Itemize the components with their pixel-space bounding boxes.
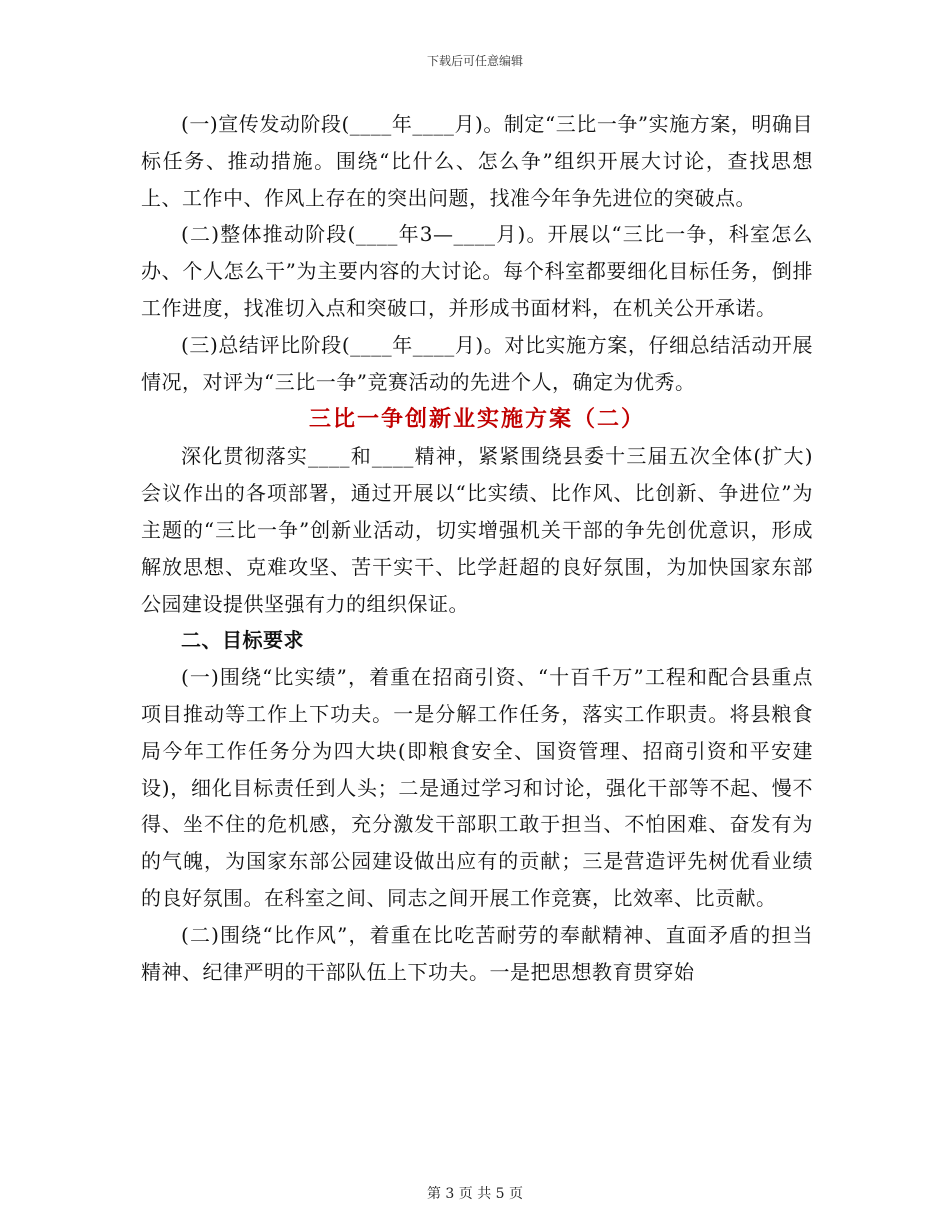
section-heading-goals: 二、目标要求 <box>181 628 304 653</box>
paragraph-summary-evaluation-stage: (三)总结评比阶段(____年____月)。对比实施方案，仔细总结活动开展情况，对评为“三比一争”竞赛活动的先进个人，确定为优秀。 <box>141 332 813 394</box>
page-footer: 第 3 页 共 5 页 <box>426 1186 524 1202</box>
paragraph-work-style-goal: (二)围绕“比作风”，着重在比吃苦耐劳的奉献精神、直面矛盾的担当精神、纪律严明的干部队伍上下功夫。一是把思想教育贯穿始 <box>141 922 813 984</box>
page-header: 下载后可任意编辑 <box>426 54 523 68</box>
paragraph-overall-promotion-stage: (二)整体推动阶段(____年3—____月)。开展以“三比一争，科室怎么办、个人怎么干”为主要内容的大讨论。每个科室都要细化目标任务，倒排工作进度，找准切入点和突破口，并形成书面材料，在机关公开承诺。 <box>141 222 813 320</box>
paragraph-performance-goal: (一)围绕“比实绩”，着重在招商引资、“十百千万”工程和配合县重点项目推动等工作上下功夫。一是分解工作任务，落实工作职责。将县粮食局今年工作任务分为四大块(即粮食安全、国资管理、招商引资和平安建设)，细化目标责任到人头；二是通过学习和讨论，强化干部等不起、慢不得、坐不住的危机感，充分激发干部职工敢于担当、不怕困难、奋发有为的气魄，为国家东部公园建设做出应有的贡献；三是营造评先树优看业绩的良好氛围。在科室之间、同志之间开展工作竞赛，比效率、比贡献。 <box>141 665 813 910</box>
document-body <box>141 106 813 990</box>
paragraph-introduction: 深化贯彻落实____和____精神，紧紧围绕县委十三届五次全体(扩大)会议作出的各项部署，通过开展以“比实绩、比作风、比创新、争进位”为主题的“三比一争”创新业活动，切实增强机关干部的争先创优意识，形成解放思想、克难攻坚、苦干实干、比学赶超的良好氛围，为加快国家东部公园建设提供坚强有力的组织保证。 <box>141 444 813 616</box>
document-title: 三比一争创新业实施方案（二） <box>308 406 645 433</box>
paragraph-publicity-stage: (一)宣传发动阶段(____年____月)。制定“三比一争”实施方案，明确目标任务、推动措施。围绕“比什么、怎么争”组织开展大讨论，查找思想上、工作中、作风上存在的突出问题，找准今年争先进位的突破点。 <box>141 112 813 210</box>
